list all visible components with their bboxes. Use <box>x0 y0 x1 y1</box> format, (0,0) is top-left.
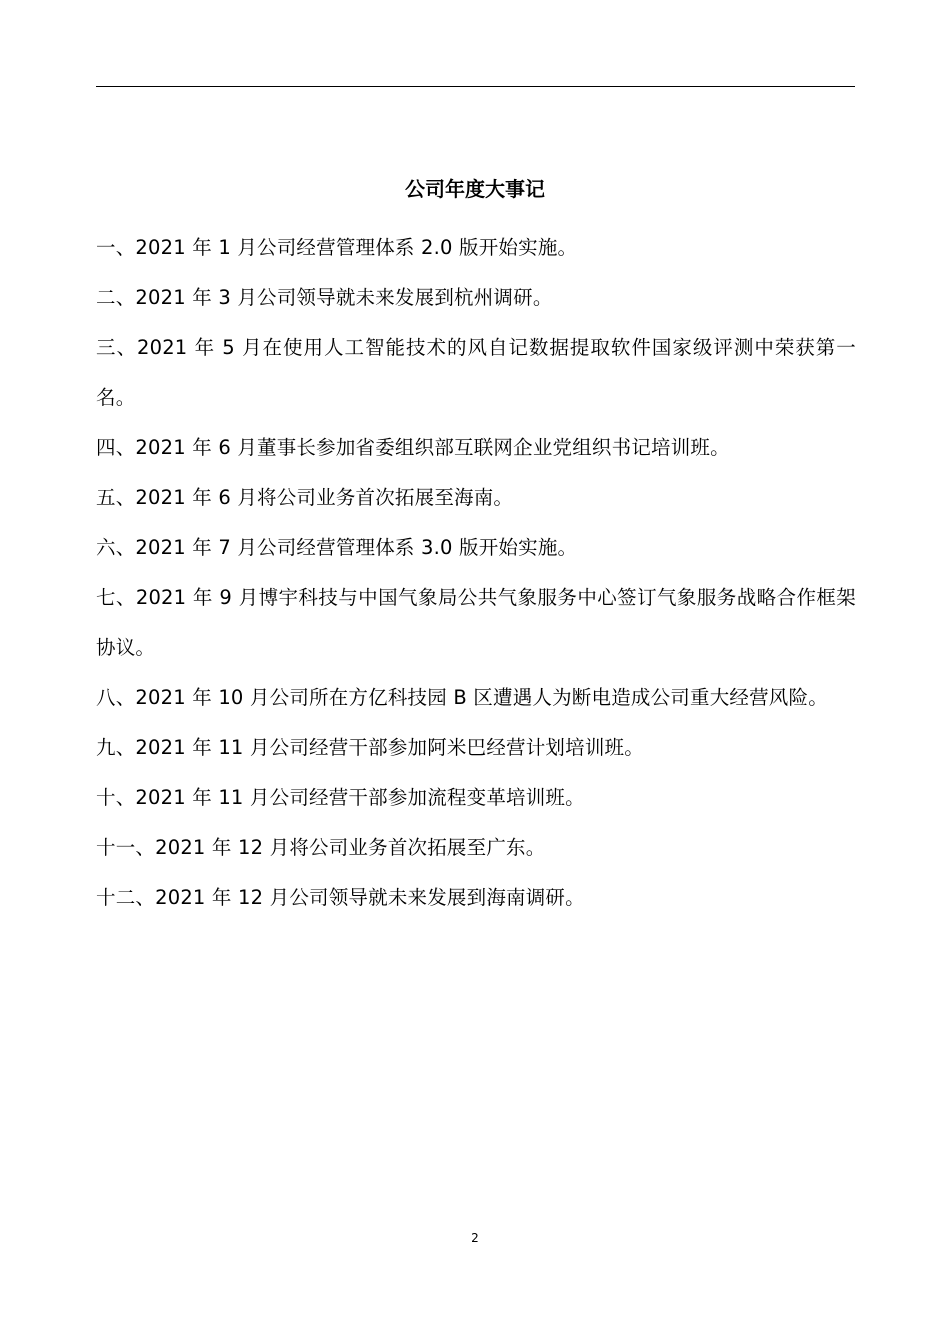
event-item-3: 三、2021 年 5 月在使用人工智能技术的风自记数据提取软件国家级评测中荣获第一名。 <box>96 336 856 409</box>
document-title: 公司年度大事记 <box>405 177 545 201</box>
event-item-12: 十二、2021 年 12 月公司领导就未来发展到海南调研。 <box>96 886 585 909</box>
event-item-4: 四、2021 年 6 月董事长参加省委组织部互联网企业党组织书记培训班。 <box>96 436 730 459</box>
event-item-7: 七、2021 年 9 月博宇科技与中国气象局公共气象服务中心签订气象服务战略合作框架协议。 <box>96 586 856 659</box>
header-rule <box>96 86 855 87</box>
event-item-10: 十、2021 年 11 月公司经营干部参加流程变革培训班。 <box>96 786 585 809</box>
event-item-2: 二、2021 年 3 月公司领导就未来发展到杭州调研。 <box>96 286 553 309</box>
event-item-1: 一、2021 年 1 月公司经营管理体系 2.0 版开始实施。 <box>96 236 578 259</box>
event-item-8: 八、2021 年 10 月公司所在方亿科技园 B 区遭遇人为断电造成公司重大经营风险。 <box>96 686 828 709</box>
event-item-11: 十一、2021 年 12 月将公司业务首次拓展至广东。 <box>96 836 546 859</box>
event-list <box>96 223 856 923</box>
event-item-9: 九、2021 年 11 月公司经营干部参加阿米巴经营计划培训班。 <box>96 736 644 759</box>
event-item-5: 五、2021 年 6 月将公司业务首次拓展至海南。 <box>96 486 514 509</box>
page-number: 2 <box>471 1231 479 1245</box>
event-item-6: 六、2021 年 7 月公司经营管理体系 3.0 版开始实施。 <box>96 536 578 559</box>
